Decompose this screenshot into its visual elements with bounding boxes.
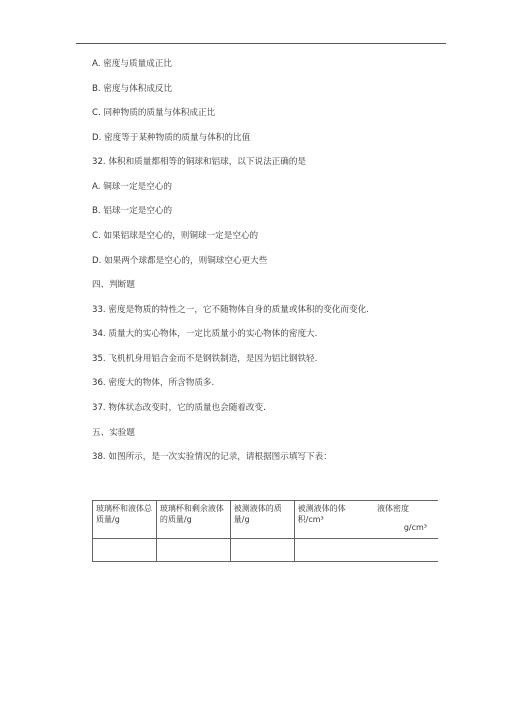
question-37: 37. 物体状态改变时，它的质量也会随着改变.: [92, 403, 266, 413]
table-header-row: [93, 501, 439, 539]
question-36: 36. 密度大的物体，所含物质多.: [92, 378, 215, 388]
cell-total-mass: [93, 539, 157, 562]
option-32-d: D. 如果两个球都是空心的，则铜球空心更大些: [92, 256, 268, 266]
header-remaining-mass: 玻璃杯和剩余液体的质量/g: [156, 501, 230, 539]
question-35: 35. 飞机机身用铝合金而不是钢铁制造，是因为铝比钢铁轻.: [92, 354, 318, 364]
section-heading-judgement: 四、判断题: [92, 280, 135, 290]
option-31-d: D. 密度等于某种物质的质量与体积的比值: [92, 133, 251, 143]
density-unit: g/cm³: [403, 523, 427, 532]
cell-liquid-volume: [294, 539, 374, 562]
experiment-table: [92, 500, 438, 562]
option-32-b: B. 铝球一定是空心的: [92, 206, 173, 216]
table-row: [93, 539, 439, 562]
cell-remaining-mass: [156, 539, 230, 562]
cell-liquid-mass: [230, 539, 294, 562]
option-32-a: A. 铜球一定是空心的: [92, 182, 172, 192]
question-34: 34. 质量大的实心物体，一定比质量小的实心物体的密度大.: [92, 329, 318, 339]
header-rule: [76, 43, 446, 44]
question-38: 38. 如图所示，是一次实验情况的记录，请根据图示填写下表：: [92, 452, 332, 462]
header-liquid-mass: 被测液体的质量/g: [230, 501, 294, 539]
option-31-c: C. 同种物质的质量与体积成正比: [92, 108, 216, 118]
header-total-mass: 玻璃杯和液体总质量/g: [93, 501, 157, 539]
cell-density: [374, 539, 438, 562]
question-33: 33. 密度是物质的特性之一，它不随物体自身的质量或体积的变化而变化.: [92, 305, 369, 315]
header-density: 液体密度 g/cm³: [374, 501, 438, 539]
section-heading-experiment: 五、实验题: [92, 428, 135, 438]
question-32: 32. 体积和质量都相等的铜球和铝球，以下说法正确的是: [92, 157, 307, 167]
option-31-b: B. 密度与体积成反比: [92, 84, 173, 94]
option-31-a: A. 密度与质量成正比: [92, 59, 172, 69]
header-liquid-volume: 被测液体的体积/cm³: [294, 501, 374, 539]
option-32-c: C. 如果铝球是空心的，则铜球一定是空心的: [92, 231, 259, 241]
